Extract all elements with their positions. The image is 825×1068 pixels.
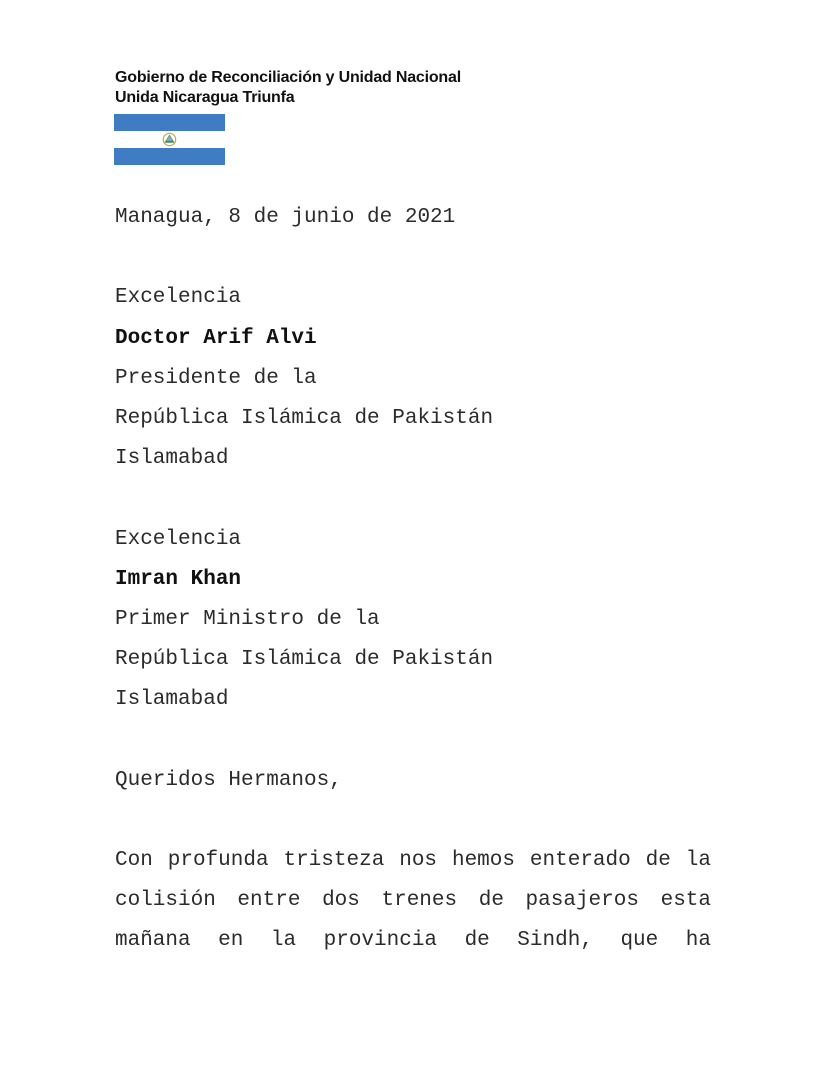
letter-greeting: Queridos Hermanos, — [115, 768, 342, 792]
recipient2-name: Imran Khan — [115, 567, 242, 591]
spacer — [115, 238, 711, 278]
nicaragua-flag-icon — [114, 114, 225, 165]
recipient2-country: República Islámica de Pakistán — [115, 648, 494, 672]
recipient1-city: Islamabad — [115, 447, 229, 471]
body-paragraph-line: mañana en la provincia de Sindh, que ha — [115, 929, 711, 953]
recipient1-name: Doctor Arif Alvi — [115, 326, 317, 350]
spacer — [115, 720, 711, 760]
recipient1-salutation: Excelencia — [115, 286, 242, 310]
recipient2-salutation: Excelencia — [115, 527, 242, 551]
letterhead-slogan: Unida Nicaragua Triunfa — [115, 89, 295, 106]
letterhead-government-name: Gobierno de Reconciliación y Unidad Nacional — [115, 69, 461, 86]
letter-body — [115, 198, 711, 962]
recipient1-title: Presidente de la — [115, 366, 317, 390]
letterhead — [115, 68, 461, 108]
spacer — [115, 479, 711, 519]
recipient2-city: Islamabad — [115, 688, 229, 712]
letter-date: Managua, 8 de junio de 2021 — [115, 206, 456, 229]
recipient2-title: Primer Ministro de la — [115, 607, 380, 631]
body-paragraph-line: colisión entre dos trenes de pasajeros esta — [115, 889, 711, 913]
body-paragraph-line: Con profunda tristeza nos hemos enterado de la — [115, 849, 711, 872]
recipient1-country: República Islámica de Pakistán — [115, 406, 494, 430]
spacer — [115, 801, 711, 841]
